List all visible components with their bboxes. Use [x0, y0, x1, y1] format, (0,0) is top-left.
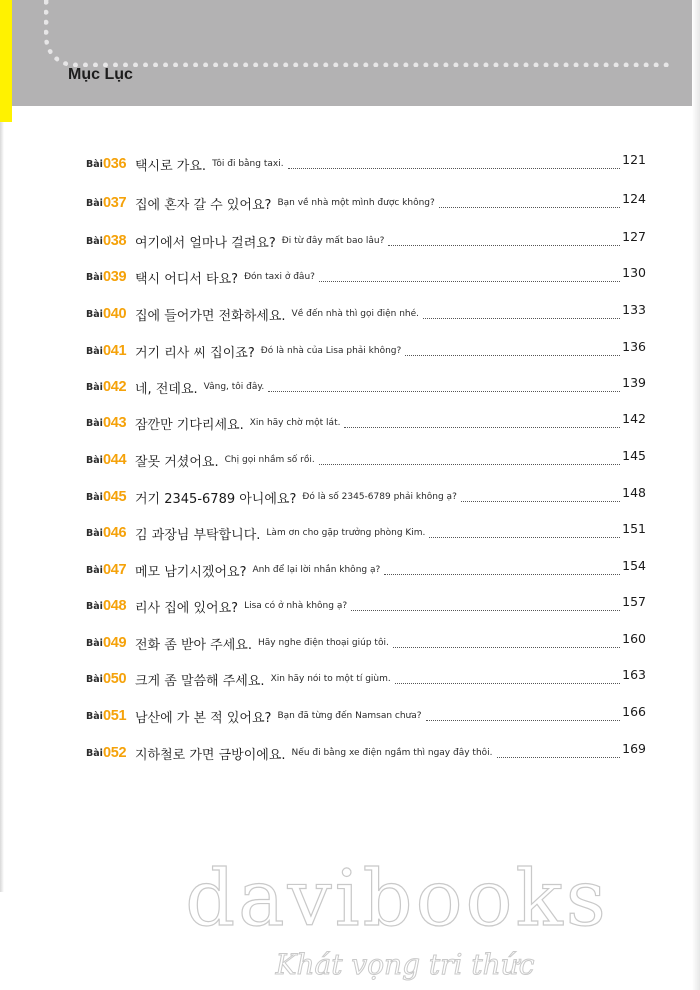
toc-entry[interactable]	[86, 558, 646, 582]
toc-entry[interactable]	[86, 485, 646, 509]
bai-label: Bài	[86, 747, 103, 759]
lesson-number: 047	[103, 562, 127, 578]
toc-entry[interactable]	[86, 594, 646, 618]
page-number: 142	[622, 410, 646, 426]
bai-label: Bài	[86, 417, 103, 429]
lesson-number: 046	[103, 525, 127, 541]
dot-leader	[319, 463, 620, 465]
dot-leader	[395, 682, 620, 684]
bai-label: Bài	[86, 308, 103, 320]
vietnamese-translation: Xin hãy chờ một lát.	[249, 418, 341, 428]
page-number: 130	[622, 264, 646, 280]
page-number: 154	[622, 557, 646, 573]
dot-leader	[405, 354, 620, 356]
bai-label: Bài	[86, 271, 103, 283]
toc-entry[interactable]	[86, 411, 646, 435]
page-number: 121	[622, 151, 646, 167]
vietnamese-translation: Vâng, tôi đây.	[203, 382, 265, 392]
bai-label: Bài	[86, 491, 103, 503]
vietnamese-translation: Đi từ đây mất bao lâu?	[281, 236, 385, 246]
dot-leader	[393, 646, 620, 648]
toc-entry[interactable]	[86, 339, 646, 363]
toc-entry[interactable]	[86, 265, 646, 289]
page-number: 136	[622, 338, 646, 354]
korean-phrase: 택시로 가요.	[135, 158, 207, 174]
toc-entry[interactable]	[86, 302, 646, 326]
bai-label: Bài	[86, 158, 103, 170]
toc-entry[interactable]	[86, 521, 646, 545]
page-number: 133	[622, 301, 646, 317]
korean-phrase: 남산에 가 본 적 있어요?	[135, 710, 272, 726]
korean-phrase: 전화 좀 받아 주세요.	[135, 637, 252, 653]
bai-label: Bài	[86, 564, 103, 576]
korean-phrase: 거기 리사 씨 집이죠?	[135, 345, 255, 361]
dot-leader	[388, 244, 620, 246]
vietnamese-translation: Tôi đi bằng taxi.	[212, 159, 284, 169]
page-gutter-shadow	[0, 122, 4, 892]
page-title: Mục Lục	[68, 66, 133, 83]
dot-leader	[461, 500, 620, 502]
toc-entry[interactable]	[86, 631, 646, 655]
bai-label: Bài	[86, 381, 103, 393]
korean-phrase: 네, 전데요.	[135, 381, 198, 397]
lesson-number: 037	[103, 195, 127, 211]
dot-leader	[439, 206, 620, 208]
lesson-number: 040	[103, 306, 127, 322]
lesson-number: 051	[103, 708, 127, 724]
lesson-number: 052	[103, 745, 127, 761]
bai-label: Bài	[86, 637, 103, 649]
vietnamese-translation: Xin hãy nói to một tí giùm.	[270, 674, 391, 684]
page-number: 145	[622, 447, 646, 463]
korean-phrase: 잠깐만 기다리세요.	[135, 417, 244, 433]
lesson-number: 045	[103, 489, 127, 505]
korean-phrase: 리사 집에 있어요?	[135, 600, 239, 616]
vietnamese-translation: Làm ơn cho gặp trưởng phòng Kim.	[266, 528, 426, 538]
korean-phrase: 지하철로 가면 금방이에요.	[135, 747, 286, 763]
bai-label: Bài	[86, 235, 103, 247]
korean-phrase: 김 과장님 부탁합니다.	[135, 527, 261, 543]
toc-entry[interactable]	[86, 152, 646, 176]
page-number: 151	[622, 520, 646, 536]
dot-leader	[351, 609, 620, 611]
header-band	[0, 0, 700, 106]
watermark-brand: davibooks	[185, 854, 609, 944]
korean-phrase: 잘못 거셨어요.	[135, 454, 219, 470]
bai-label: Bài	[86, 710, 103, 722]
dot-leader	[497, 756, 621, 758]
page-number: 160	[622, 630, 646, 646]
toc-entry[interactable]	[86, 375, 646, 399]
dot-leader	[426, 719, 621, 721]
dot-leader	[268, 390, 620, 392]
bai-label: Bài	[86, 600, 103, 612]
toc-entry[interactable]	[86, 229, 646, 253]
toc-entry[interactable]	[86, 191, 646, 215]
vietnamese-translation: Bạn về nhà một mình được không?	[277, 198, 435, 208]
vietnamese-translation: Anh để lại lời nhắn không ạ?	[252, 565, 381, 575]
lesson-number: 039	[103, 269, 127, 285]
dot-leader	[384, 573, 620, 575]
dot-leader	[288, 167, 621, 169]
bai-label: Bài	[86, 454, 103, 466]
vietnamese-translation: Đón taxi ở đâu?	[244, 272, 315, 282]
dot-leader	[423, 317, 620, 319]
korean-phrase: 크게 좀 말씀해 주세요.	[135, 673, 265, 689]
dot-leader	[344, 426, 620, 428]
bai-label: Bài	[86, 197, 103, 209]
vietnamese-translation: Đó là số 2345-6789 phải không ạ?	[302, 492, 457, 502]
vietnamese-translation: Bạn đã từng đến Namsan chưa?	[277, 711, 422, 721]
page-number: 124	[622, 190, 646, 206]
page-edge-shadow	[692, 0, 700, 990]
bai-label: Bài	[86, 673, 103, 685]
vietnamese-translation: Chị gọi nhầm số rồi.	[224, 455, 315, 465]
bai-label: Bài	[86, 527, 103, 539]
lesson-number: 036	[103, 156, 127, 172]
korean-phrase: 여기에서 얼마나 걸려요?	[135, 235, 276, 251]
toc-entry[interactable]	[86, 667, 646, 691]
page-number: 157	[622, 593, 646, 609]
page-number: 127	[622, 228, 646, 244]
toc-entry[interactable]	[86, 448, 646, 472]
dot-leader	[319, 280, 620, 282]
bai-label: Bài	[86, 345, 103, 357]
yellow-edge-accent	[0, 0, 12, 122]
lesson-number: 050	[103, 671, 127, 687]
vietnamese-translation: Đó là nhà của Lisa phải không?	[260, 346, 402, 356]
lesson-number: 049	[103, 635, 127, 651]
page-number: 169	[622, 740, 646, 756]
watermark-slogan: Khát vọng tri thức	[275, 948, 535, 981]
vietnamese-translation: Về đến nhà thì gọi điện nhé.	[291, 309, 419, 319]
vietnamese-translation: Lisa có ở nhà không ạ?	[244, 601, 348, 611]
korean-phrase: 거기 2345-6789 아니에요?	[135, 491, 297, 507]
page-number: 163	[622, 666, 646, 682]
stitched-border-decoration	[44, 0, 669, 67]
lesson-number: 038	[103, 233, 127, 249]
page-number: 166	[622, 703, 646, 719]
vietnamese-translation: Hãy nghe điện thoại giúp tôi.	[258, 638, 389, 648]
korean-phrase: 메모 남기시겠어요?	[135, 564, 247, 580]
page-number: 148	[622, 484, 646, 500]
toc-entry[interactable]	[86, 741, 646, 765]
lesson-number: 043	[103, 415, 127, 431]
lesson-number: 048	[103, 598, 127, 614]
lesson-number: 044	[103, 452, 127, 468]
lesson-number: 042	[103, 379, 127, 395]
dot-leader	[429, 536, 620, 538]
lesson-number: 041	[103, 343, 127, 359]
toc-entry[interactable]	[86, 704, 646, 728]
korean-phrase: 집에 들어가면 전화하세요.	[135, 308, 286, 324]
korean-phrase: 택시 어디서 타요?	[135, 271, 239, 287]
vietnamese-translation: Nếu đi bằng xe điện ngầm thì ngay đây thôi.	[291, 748, 493, 758]
page-number: 139	[622, 374, 646, 390]
korean-phrase: 집에 혼자 갈 수 있어요?	[135, 197, 272, 213]
